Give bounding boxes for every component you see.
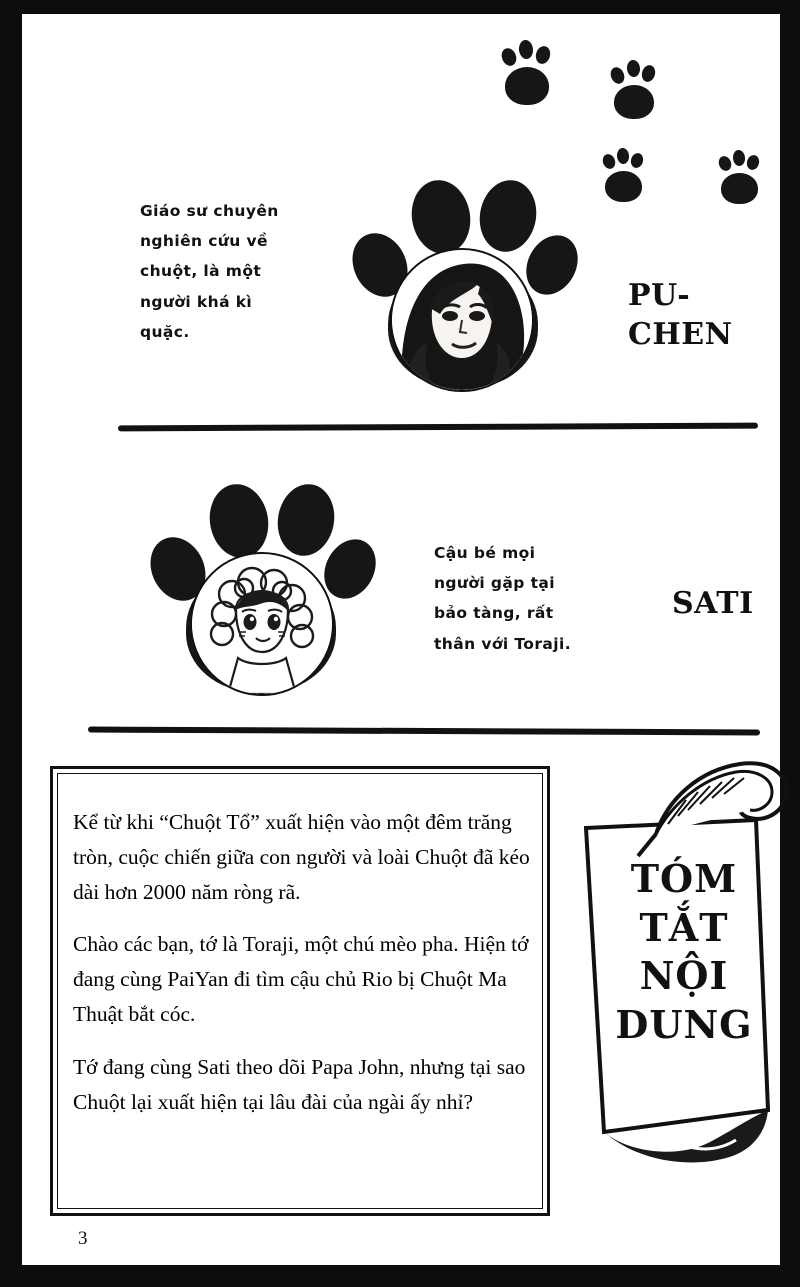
summary-paragraph: Chào các bạn, tớ là Toraji, một chú mèo pha. Hiện tớ đang cùng PaiYan đi tìm cậu chủ Rio bị Chuột Ma Thuật bắt cóc. — [73, 932, 529, 1027]
bio-line: nghiên cứu về — [140, 232, 268, 251]
summary-box — [50, 766, 550, 1216]
pu-chen-bio — [140, 196, 316, 347]
character-name-line: PU- — [628, 278, 691, 313]
pu-chen-portrait — [390, 248, 534, 392]
summary-title-line: NỘI — [639, 953, 729, 999]
paw-print-icon — [498, 40, 560, 110]
sati-portrait — [190, 552, 334, 696]
summary-paragraph: Kể từ khi “Chuột Tổ” xuất hiện vào một đêm trăng tròn, cuộc chiến giữa con người và loài Chuột đã kéo dài hơn 2000 năm ròng rã. — [73, 810, 530, 904]
character-name-line: SATI — [672, 586, 754, 621]
page-edge-top — [0, 0, 800, 14]
page-edge-left — [0, 0, 22, 1287]
bio-line: người gặp tại — [434, 574, 555, 593]
summary-title — [604, 855, 764, 1050]
sati-bio — [434, 538, 610, 659]
summary-text — [73, 805, 535, 1138]
bio-line: Giáo sư chuyên — [140, 202, 279, 220]
bio-line: người khá kì — [140, 292, 253, 311]
character-name-line: CHEN — [628, 317, 733, 352]
summary-title-line: DUNG — [615, 1001, 753, 1047]
paw-print-icon — [716, 150, 768, 208]
page-edge-bottom — [0, 1265, 800, 1287]
paw-print-icon — [600, 148, 652, 206]
character-name-sati — [672, 584, 792, 623]
summary-title-scroll — [560, 760, 790, 1180]
sati-face-art — [192, 554, 332, 694]
bio-line: thân với Toraji. — [434, 634, 571, 653]
summary-title-line: TÓM — [630, 856, 738, 901]
bio-line: bảo tàng, rất — [434, 604, 554, 623]
character-name-pu-chen — [628, 276, 768, 354]
summary-title-line: TẮT — [639, 904, 729, 950]
page-number: 3 — [78, 1228, 88, 1249]
paw-print-icon — [608, 60, 664, 124]
summary-paragraph: Tớ đang cùng Sati theo dõi Papa John, nhưng tại sao Chuột lại xuất hiện tại lâu đài của ngài ấy nhỉ? — [73, 1054, 526, 1114]
bio-line: chuột, là một — [140, 262, 262, 281]
pu-chen-face-art — [392, 250, 532, 390]
bio-line: quặc. — [140, 322, 190, 341]
bio-line: Cậu bé mọi — [434, 544, 536, 562]
